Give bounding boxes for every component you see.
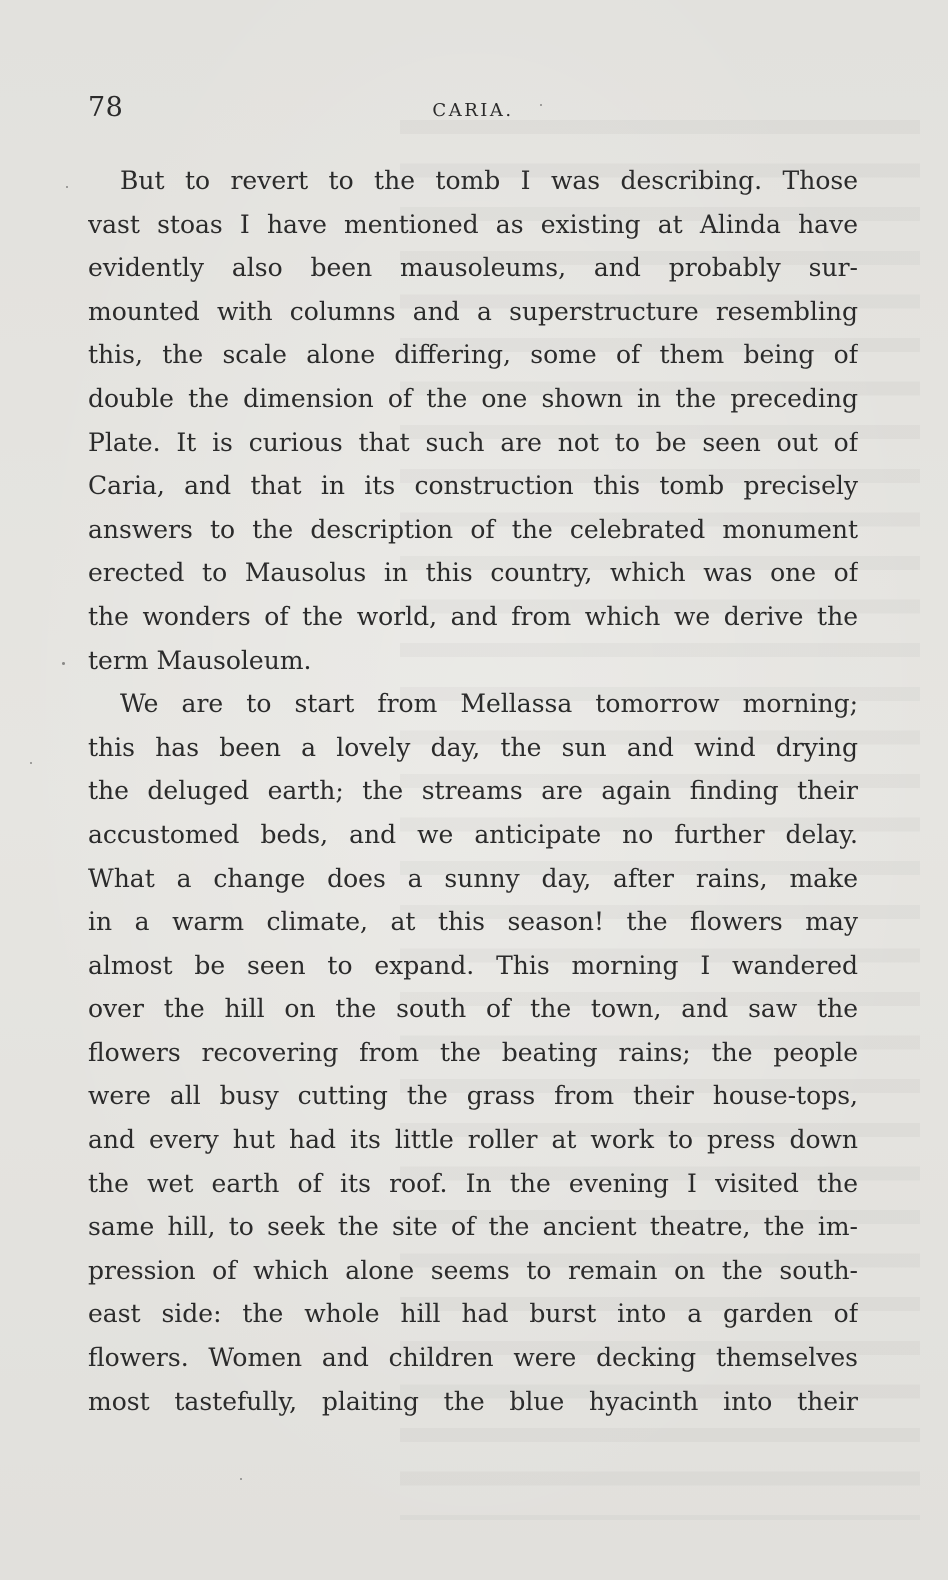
text-line: pression of which alone seems to remain on the south- xyxy=(88,1255,858,1285)
text-line: east side: the whole hill had burst into a garden of xyxy=(88,1299,858,1329)
text-line: mounted with columns and a superstructure resembling xyxy=(88,296,858,326)
running-head xyxy=(88,92,858,132)
text-line: accustomed beds, and we anticipate no further delay. xyxy=(88,819,858,849)
text-line: answers to the description of the celebrated monument xyxy=(88,514,858,544)
text-line: over the hill on the south of the town, and saw the xyxy=(88,994,858,1024)
ink-speck xyxy=(30,762,32,764)
running-title: CARIA. xyxy=(432,100,514,121)
text-line: Plate. It is curious that such are not to be seen out of xyxy=(88,427,858,457)
text-line: and every hut had its little roller at work to press down xyxy=(88,1125,858,1155)
text-line: term Mausoleum. xyxy=(88,645,312,675)
text-line: evidently also been mausoleums, and probably sur- xyxy=(88,253,858,283)
text-line: most tastefully, plaiting the blue hyacinth into their xyxy=(88,1386,858,1416)
paragraph-1 xyxy=(88,159,858,682)
body-text xyxy=(88,159,858,1423)
text-line: same hill, to seek the site of the ancient theatre, the im- xyxy=(88,1212,858,1242)
text-line: almost be seen to expand. This morning I wandered xyxy=(88,950,858,980)
ink-speck xyxy=(240,1478,242,1480)
text-line: in a warm climate, at this season! the flowers may xyxy=(88,907,858,937)
text-line: We are to start from Mellassa tomorrow morning; xyxy=(120,689,858,719)
text-line: the deluged earth; the streams are again finding their xyxy=(88,776,858,806)
text-line: Caria, and that in its construction this tomb precisely xyxy=(88,471,858,501)
ink-speck xyxy=(66,186,68,188)
text-line: this, the scale alone differing, some of them being of xyxy=(88,340,858,370)
text-line: the wonders of the world, and from which we derive the xyxy=(88,601,858,631)
text-line: were all busy cutting the grass from their house-tops, xyxy=(88,1081,858,1111)
text-line: flowers. Women and children were decking themselves xyxy=(88,1343,858,1373)
paragraph-2 xyxy=(88,682,858,1423)
text-line: double the dimension of the one shown in the preceding xyxy=(88,383,858,413)
ink-speck xyxy=(62,662,65,665)
text-line: the wet earth of its roof. In the evening I visited the xyxy=(88,1168,858,1198)
text-line: vast stoas I have mentioned as existing at Alinda have xyxy=(88,209,858,239)
page-number: 78 xyxy=(88,92,124,123)
ink-speck xyxy=(540,104,542,106)
text-line: What a change does a sunny day, after rains, make xyxy=(88,863,858,893)
text-line: flowers recovering from the beating rains; the people xyxy=(88,1037,858,1067)
text-line: erected to Mausolus in this country, which was one of xyxy=(88,558,858,588)
text-line: But to revert to the tomb I was describing. Those xyxy=(120,166,858,195)
text-line: this has been a lovely day, the sun and wind drying xyxy=(88,732,858,762)
